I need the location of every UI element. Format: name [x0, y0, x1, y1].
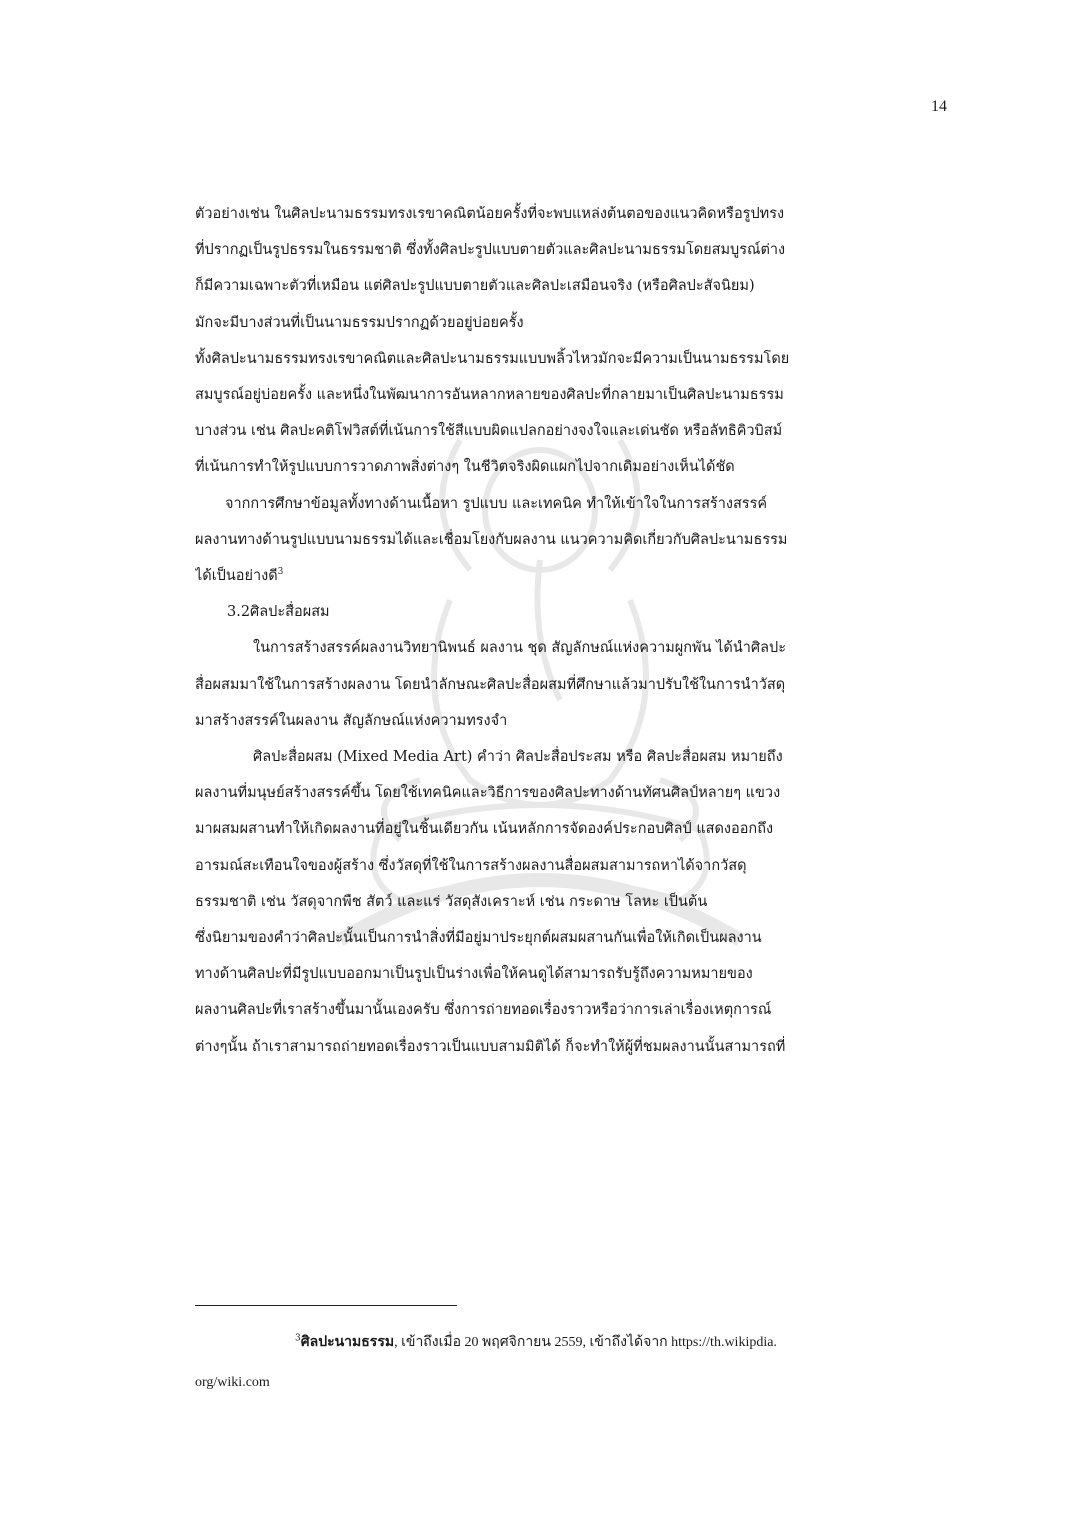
paragraph-line: บางส่วน เช่น ศิลปะคติโฟวิสต์ที่เน้นการใช้สีแบบผิดแปลกอย่างจงใจและเด่นชัด หรือลัทธิคิวบิสม์	[195, 423, 783, 440]
paragraph-line: ที่เน้นการทำให้รูปแบบการวาดภาพสิ่งต่างๆ ในชีวิตจริงผิดแผกไปจากเดิมอย่างเห็นได้ชัด	[195, 459, 735, 476]
paragraph-line: อารมณ์สะเทือนใจของผู้สร้าง ซึ่งวัสดุที่ใช้ในการสร้างผลงานสื่อผสมสามารถหาได้จากวัสดุ	[195, 857, 747, 874]
paragraph-line: ก็มีความเฉพาะตัวที่เหมือน แต่ศิลปะรูปแบบตายตัวและศิลปะเสมือนจริง (หรือศิลปะสัจนิยม)	[195, 278, 755, 295]
section-heading: 3.2ศิลปะสื่อผสม	[227, 604, 330, 621]
paragraph-line: สมบูรณ์อยู่บ่อยครั้ง และหนึ่งในพัฒนาการอันหลากหลายของศิลปะที่กลายมาเป็นศิลปะนามธรรม	[195, 387, 784, 404]
paragraph-line: มาผสมผสานทำให้เกิดผลงานที่อยู่ในชิ้นเดียวกัน เน้นหลักการจัดองค์ประกอบศิลป์ แสดงออกถึง	[195, 821, 774, 838]
footnote-continuation: org/wiki.com	[195, 1375, 270, 1390]
paragraph-line: ตัวอย่างเช่น ในศิลปะนามธรรมทรงเรขาคณิตน้อยครั้งที่จะพบแหล่งต้นตอของแนวคิดหรือรูปทรง	[195, 206, 785, 222]
footnote-number: 3	[295, 1333, 301, 1344]
paragraph-line: ทางด้านศิลปะที่มีรูปแบบออกมาเป็นรูปเป็นร่างเพื่อให้คนดูได้สามารถรับรู้ถึงความหมายของ	[195, 966, 753, 983]
paragraph-line: สื่อผสมมาใช้ในการสร้างผลงาน โดยนำลักษณะศิลปะสื่อผสมที่ศึกษาแล้วมาปรับใช้ในการนำวัสดุ	[195, 676, 786, 693]
paragraph-line: มาสร้างสรรค์ในผลงาน สัญลักษณ์แห่งความทรงจำ	[195, 712, 508, 729]
footnote-line	[195, 1322, 950, 1363]
paragraph-line: จากการศึกษาข้อมูลทั้งทางด้านเนื้อหา รูปแบบ และเทคนิค ทำให้เข้าใจในการสร้างสรรค์	[225, 495, 768, 512]
footnote	[195, 1322, 950, 1403]
paragraph-line: ที่ปรากฏเป็นรูปธรรมในธรรมชาติ ซึ่งทั้งศิลปะรูปแบบตายตัวและศิลปะนามธรรมโดยสมบูรณ์ต่าง	[195, 242, 786, 259]
paragraph-line: ศิลปะสื่อผสม (Mixed Media Art) คำว่า ศิลปะสื่อประสม หรือ ศิลปะสื่อผสม หมายถึง	[253, 749, 783, 766]
paragraph-line: ซึ่งนิยามของคำว่าศิลปะนั้นเป็นการนำสิ่งที่มีอยู่มาประยุกต์ผสมผสานกันเพื่อให้เกิดเป็นผลงาน	[195, 930, 762, 947]
paragraph-line: ผลงานทางด้านรูปแบบนามธรรมได้และเชื่อมโยงกับผลงาน แนวความคิดเกี่ยวกับศิลปะนามธรรม	[195, 531, 788, 548]
paragraph-line: ต่างๆนั้น ถ้าเราสามารถถ่ายทอดเรื่องราวเป็นแบบสามมิติได้ ก็จะทำให้ผู้ที่ชมผลงานนั้นสามารถที่	[195, 1038, 786, 1055]
footnote-text: , เข้าถึงเมื่อ 20 พฤศจิกายน 2559, เข้าถึงได้จาก https://th.wikipdia.	[394, 1335, 777, 1350]
footnote-title: ศิลปะนามธรรม	[300, 1334, 395, 1350]
paragraph-line: ในการสร้างสรรค์ผลงานวิทยานิพนธ์ ผลงาน ชุด สัญลักษณ์แห่งความผูกพัน ได้นำศิลปะ	[253, 640, 786, 657]
paragraph-line: ผลงานที่มนุษย์สร้างสรรค์ขึ้น โดยใช้เทคนิคและวิธีการของศิลปะทางด้านทัศนศิลป์หลายๆ แขวง	[195, 785, 781, 802]
paragraph-line: ผลงานศิลปะที่เราสร้างขึ้นมานั้นเองครับ ซึ่งการถ่ายทอดเรื่องราวหรือว่าการเล่าเรื่องเหตุการณ์	[195, 1002, 772, 1019]
paragraph-line: ธรรมชาติ เช่น วัสดุจากพืช สัตว์ และแร่ วัสดุสังเคราะห์ เช่น กระดาษ โลหะ เป็นต้น	[195, 893, 708, 910]
document-body	[195, 196, 950, 1065]
page-number: 14	[931, 98, 947, 115]
paragraph-line	[195, 558, 950, 594]
footnote-separator	[195, 1305, 457, 1306]
footnote-reference[interactable]: 3	[277, 567, 284, 578]
paragraph-text: ได้เป็นอย่างดี	[195, 568, 278, 585]
paragraph-line: มักจะมีบางส่วนที่เป็นนามธรรมปรากฏด้วยอยู่บ่อยครั้ง	[195, 314, 524, 331]
paragraph-line: ทั้งศิลปะนามธรรมทรงเรขาคณิตและศิลปะนามธรรมแบบพลิ้วไหวมักจะมีความเป็นนามธรรมโดย	[195, 350, 790, 367]
